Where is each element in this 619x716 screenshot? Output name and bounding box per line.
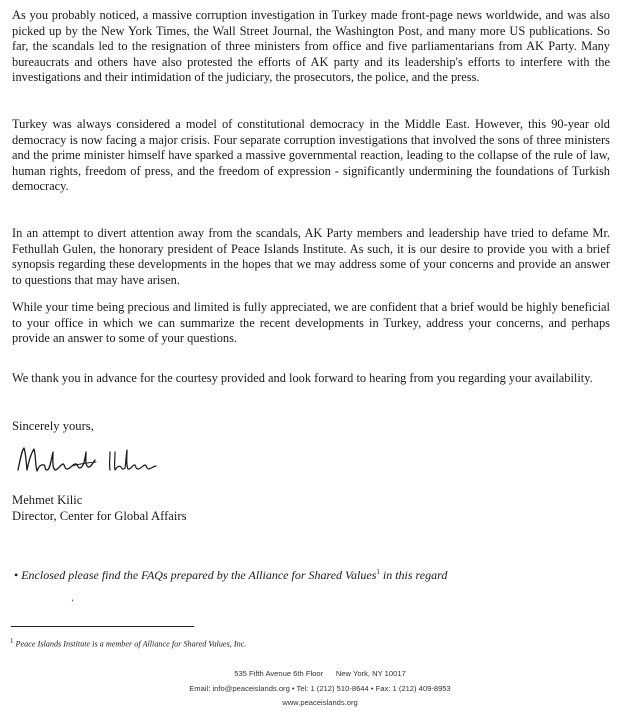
address-website: www.peaceislands.org bbox=[282, 698, 358, 707]
signer-title: Director, Center for Global Affairs bbox=[12, 509, 187, 523]
address-street-line bbox=[100, 669, 540, 679]
body-paragraph-1: As you probably noticed, a massive corruption investigation in Turkey made front-page news worldwide, and was also picked up by the New York Times, the Wall Street Journal, the Washington Post, and many more US publications. So far, the scandals led to the resignation of three ministers from office and five parliamentarians from AK Party. Many bureaucrats and others have also protested the efforts of AK party and its leadership's efforts to interfere with the investigations and their intimidation of the judiciary, the prosecutors, the police, and the press. bbox=[12, 8, 610, 85]
body-paragraph-2: Turkey was always considered a model of constitutional democracy in the Middle East. However, this 90-year old democracy is now facing a major crisis. Four separate corruption investigations that involved the sons of three ministers and the prime minister himself have sparked a massive governmental reaction, leading to the collapse of the rule of law, human rights, freedom of press, and the freedom of expression - significantly undermining the foundations of Turkish democracy. bbox=[12, 117, 610, 194]
body-paragraph-4: While your time being precious and limited is fully appreciated, we are confident that a brief would be highly beneficial to your office in which we can summarize the recent developments in Turkey, address your concerns, and perhaps provide an answer to some of your questions. bbox=[12, 300, 610, 346]
address-street: 535 Fifth Avenue 6th Floor bbox=[234, 669, 324, 678]
footnote bbox=[10, 637, 246, 649]
handwritten-signature bbox=[14, 440, 174, 484]
signer-name: Mehmet Kilic bbox=[12, 493, 83, 507]
enclosure-text: Enclosed please find the FAQs prepared by the Alliance for Shared Values bbox=[21, 568, 377, 582]
body-paragraph-3: In an attempt to divert attention away from the scandals, AK Party members and leadership have tried to defame Mr. Fethullah Gulen, the honorary president of Peace Islands Institute. As such, it is our desire to provide you with a brief synopsis regarding these developments in the hopes that we may address some of your concerns and provide an answer to questions that may have arisen. bbox=[12, 226, 610, 287]
enclosure-note bbox=[14, 568, 447, 583]
footnote-number: 1 bbox=[10, 637, 14, 645]
enclosure-bullet: • bbox=[14, 568, 19, 582]
address-contact-line: Email: info@peaceislands.org • Tel: 1 (212) 510-8644 • Fax: 1 (212) 409-8953 bbox=[189, 684, 451, 693]
closing-salutation: Sincerely yours, bbox=[12, 419, 94, 433]
address-city: New York, NY 10017 bbox=[335, 669, 406, 678]
stray-mark: ’ bbox=[71, 598, 74, 608]
footnote-text: Peace Islands Institute is a member of Alliance for Shared Values, Inc. bbox=[15, 639, 247, 649]
enclosure-text-after: in this regard bbox=[382, 568, 448, 582]
body-paragraph-5: We thank you in advance for the courtesy provided and look forward to hearing from you regarding your availability. bbox=[12, 371, 593, 385]
enclosure-footnote-ref: 1 bbox=[376, 568, 380, 576]
footnote-divider bbox=[11, 626, 194, 627]
